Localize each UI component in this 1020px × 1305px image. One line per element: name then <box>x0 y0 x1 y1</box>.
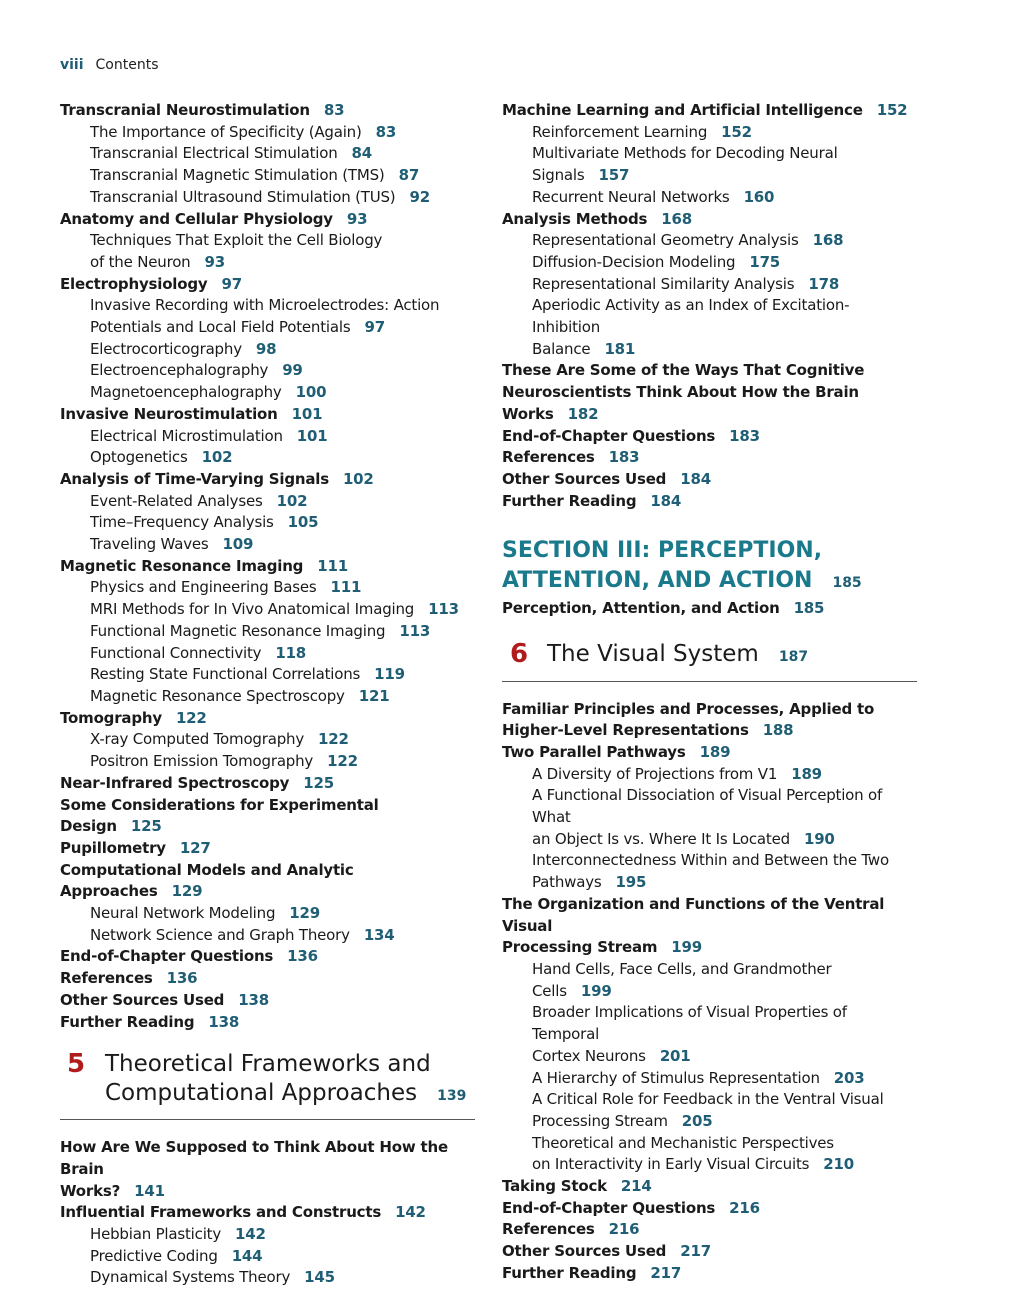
entry-page-number: 92 <box>409 187 430 206</box>
entry-title: Magnetic Resonance Imaging <box>60 556 304 575</box>
entry-title: References <box>502 1220 595 1239</box>
chapter-title-line: Computational Approaches <box>105 1079 418 1106</box>
toc-subentry[interactable] <box>60 426 475 448</box>
toc-subentry[interactable] <box>60 903 475 925</box>
entry-page-number: 113 <box>399 621 431 640</box>
entry-page-number: 181 <box>604 339 636 358</box>
entry-title: End-of-Chapter Questions <box>60 947 274 966</box>
toc-subentry[interactable] <box>502 1046 917 1068</box>
toc-subentry[interactable] <box>60 751 475 773</box>
toc-entry[interactable] <box>60 838 475 860</box>
toc-entry[interactable] <box>502 426 917 448</box>
entry-title: Anatomy and Cellular Physiology <box>60 209 333 228</box>
entry-title: Invasive Recording with Microelectrodes: Action <box>90 296 440 315</box>
entry-title: Positron Emission Tomography <box>90 752 314 771</box>
toc-entry[interactable] <box>60 795 475 838</box>
chapter-number: 5 <box>67 1049 86 1080</box>
toc-subentry[interactable] <box>60 664 475 686</box>
toc-subentry[interactable] <box>60 252 475 274</box>
toc-entry[interactable] <box>502 209 917 231</box>
entry-title: Invasive Neurostimulation <box>60 404 278 423</box>
entry-page-number: 101 <box>296 426 328 445</box>
toc-subentry[interactable] <box>60 925 475 947</box>
toc-subentry[interactable] <box>60 686 475 708</box>
toc-subentry[interactable] <box>502 959 917 981</box>
entry-title: Other Sources Used <box>502 1242 667 1261</box>
chapter-divider <box>502 681 917 682</box>
entry-title: Cortex Neurons <box>532 1046 646 1065</box>
entry-page-number: 203 <box>833 1068 865 1087</box>
entry-title: Transcranial Electrical Stimulation <box>90 144 338 163</box>
toc-subentry[interactable] <box>60 1224 475 1246</box>
entry-title: Taking Stock <box>502 1177 607 1196</box>
entry-title: Interconnectedness Within and Between the Two <box>532 851 889 870</box>
entry-title: Time–Frequency Analysis <box>90 513 274 532</box>
toc-subentry[interactable] <box>502 981 917 1003</box>
entry-page-number: 144 <box>231 1246 263 1265</box>
entry-title: Multivariate Methods for Decoding Neural <box>532 144 838 163</box>
entry-title: Near-Infrared Spectroscopy <box>60 773 290 792</box>
entry-page-number: 157 <box>598 166 630 185</box>
toc-entry[interactable] <box>60 1137 475 1180</box>
entry-page-number: 138 <box>208 1012 240 1031</box>
toc-entry[interactable] <box>502 720 917 742</box>
toc-subentry[interactable] <box>502 850 917 872</box>
entry-page-number: 188 <box>762 721 794 740</box>
entry-title: Transcranial Neurostimulation <box>60 101 310 119</box>
entry-title: Machine Learning and Artificial Intelligence <box>502 101 863 119</box>
entry-title: Electrocorticography <box>90 339 242 358</box>
entry-title: Neuroscientists Think About How the Brain <box>502 383 859 402</box>
entry-page-number: 199 <box>580 981 612 1000</box>
toc-subentry[interactable] <box>502 1089 917 1111</box>
entry-page-number: 102 <box>342 469 374 488</box>
entry-title: Electrical Microstimulation <box>90 426 283 445</box>
entry-page-number: 201 <box>659 1046 691 1065</box>
toc-list <box>60 1137 475 1289</box>
toc-subentry[interactable] <box>502 1154 917 1176</box>
toc-list <box>502 598 917 620</box>
entry-page-number: 122 <box>175 708 207 727</box>
toc-subentry[interactable] <box>502 187 917 209</box>
toc-subentry[interactable] <box>502 252 917 274</box>
entry-page-number: 214 <box>620 1177 652 1196</box>
page-header <box>60 57 159 73</box>
entry-title: Higher-Level Representations <box>502 721 749 740</box>
entry-page-number: 160 <box>743 187 775 206</box>
entry-title: Theoretical and Mechanistic Perspectives <box>532 1133 834 1152</box>
entry-title: Optogenetics <box>90 448 188 467</box>
entry-title: Physics and Engineering Bases <box>90 578 317 597</box>
toc-entry[interactable] <box>502 894 917 937</box>
toc-subentry[interactable] <box>502 829 917 851</box>
entry-page-number: 141 <box>134 1181 165 1200</box>
toc-entry[interactable] <box>60 1012 475 1034</box>
entry-title: Neural Network Modeling <box>90 904 276 923</box>
entry-page-number: 134 <box>363 925 395 944</box>
toc-entry[interactable] <box>60 946 475 968</box>
toc-subentry[interactable] <box>502 872 917 894</box>
toc-subentry[interactable] <box>60 165 475 187</box>
toc-subentry[interactable] <box>502 764 917 786</box>
toc-subentry[interactable] <box>502 785 917 828</box>
entry-title: Further Reading <box>502 491 637 510</box>
toc-entry[interactable] <box>60 1202 475 1224</box>
entry-title: Works? <box>60 1181 121 1200</box>
entry-title: Hebbian Plasticity <box>90 1225 222 1244</box>
toc-list <box>502 699 917 1285</box>
toc-subentry[interactable] <box>502 274 917 296</box>
entry-title: The Organization and Functions of the Ventral Visual <box>502 894 885 935</box>
chapter-page-number: 187 <box>778 649 809 666</box>
toc-subentry[interactable] <box>60 491 475 513</box>
toc-subentry[interactable] <box>60 447 475 469</box>
entry-title: References <box>60 969 153 988</box>
entry-title: Analysis Methods <box>502 209 648 228</box>
entry-title: of the Neuron <box>90 252 191 271</box>
chapter-title-line: Theoretical Frameworks and <box>105 1051 431 1078</box>
entry-title: Event-Related Analyses <box>90 491 263 510</box>
entry-title: Hand Cells, Face Cells, and Grandmother <box>532 960 832 978</box>
entry-title: Pathways <box>532 873 602 892</box>
toc-entry[interactable] <box>502 742 917 764</box>
toc-subentry[interactable] <box>502 295 917 338</box>
entry-title: Some Considerations for Experimental Design <box>60 795 379 836</box>
toc-subentry[interactable] <box>60 339 475 361</box>
entry-title: Works <box>502 404 554 423</box>
entry-title: Pupillometry <box>60 838 166 857</box>
entry-title: Other Sources Used <box>502 469 667 488</box>
toc-entry[interactable] <box>60 968 475 990</box>
toc-entry[interactable] <box>502 598 917 620</box>
entry-title: A Critical Role for Feedback in the Ventral Visual <box>532 1090 884 1109</box>
page-number: viii <box>60 57 84 73</box>
toc-subentry[interactable] <box>502 1068 917 1090</box>
toc-entry[interactable] <box>60 100 475 122</box>
entry-page-number: 109 <box>222 535 254 554</box>
entry-title: Recurrent Neural Networks <box>532 187 730 206</box>
entry-page-number: 217 <box>650 1263 682 1282</box>
entry-title: Magnetoencephalography <box>90 383 282 402</box>
entry-page-number: 216 <box>729 1198 760 1217</box>
entry-page-number: 190 <box>803 829 835 848</box>
entry-page-number: 136 <box>287 947 318 966</box>
toc-subentry[interactable] <box>502 143 917 165</box>
toc-entry[interactable] <box>60 274 475 296</box>
toc-entry[interactable] <box>502 382 917 404</box>
entry-title: A Functional Dissociation of Visual Perception of What <box>532 786 883 827</box>
toc-subentry[interactable] <box>60 187 475 209</box>
entry-page-number: 199 <box>671 938 703 957</box>
entry-page-number: 184 <box>650 491 682 510</box>
entry-page-number: 99 <box>282 361 303 380</box>
entry-title: Transcranial Ultrasound Stimulation (TUS) <box>90 187 396 206</box>
toc-subentry[interactable] <box>60 534 475 556</box>
entry-page-number: 189 <box>699 742 731 761</box>
running-title: Contents <box>95 57 159 73</box>
entry-title: Further Reading <box>502 1263 637 1282</box>
entry-title: These Are Some of the Ways That Cognitive <box>502 361 865 380</box>
entry-title: an Object Is vs. Where It Is Located <box>532 829 790 848</box>
entry-page-number: 183 <box>608 448 640 467</box>
entry-page-number: 185 <box>793 599 825 618</box>
entry-title: Broader Implications of Visual Properties of Temporal <box>532 1003 847 1044</box>
entry-page-number: 175 <box>749 252 781 271</box>
toc-subentry[interactable] <box>60 143 475 165</box>
toc-subentry[interactable] <box>60 1246 475 1268</box>
toc-entry[interactable] <box>60 556 475 578</box>
entry-title: Cells <box>532 981 567 1000</box>
entry-page-number: 138 <box>238 990 269 1009</box>
toc-entry[interactable] <box>502 404 917 426</box>
entry-title: Processing Stream <box>502 938 658 957</box>
entry-page-number: 83 <box>323 101 345 119</box>
entry-title: Dynamical Systems Theory <box>90 1268 291 1287</box>
entry-title: Perception, Attention, and Action <box>502 599 780 618</box>
entry-page-number: 152 <box>721 122 752 141</box>
entry-page-number: 83 <box>375 122 397 141</box>
entry-page-number: 105 <box>287 513 319 532</box>
entry-title: X-ray Computed Tomography <box>90 730 305 749</box>
chapter-title-line: The Visual System <box>547 641 759 668</box>
entry-title: How Are We Supposed to Think About How the Brain <box>60 1138 448 1178</box>
entry-page-number: 98 <box>255 339 277 358</box>
entry-page-number: 111 <box>330 578 362 597</box>
entry-page-number: 125 <box>303 773 334 792</box>
entry-title: Electrophysiology <box>60 274 208 293</box>
entry-page-number: 113 <box>428 600 459 619</box>
entry-page-number: 210 <box>823 1155 854 1174</box>
entry-page-number: 145 <box>304 1268 335 1287</box>
entry-title: Processing Stream <box>532 1111 668 1130</box>
entry-title: MRI Methods for In Vivo Anatomical Imaging <box>90 600 415 619</box>
toc-subentry[interactable] <box>60 360 475 382</box>
entry-page-number: 178 <box>808 274 840 293</box>
entry-title: Analysis of Time-Varying Signals <box>60 469 329 488</box>
toc-entry[interactable] <box>502 469 917 491</box>
toc-entry[interactable] <box>502 1241 917 1263</box>
entry-title: Other Sources Used <box>60 990 225 1009</box>
entry-page-number: 111 <box>317 556 348 575</box>
entry-page-number: 182 <box>567 404 599 423</box>
entry-page-number: 122 <box>327 752 358 771</box>
chapter-heading[interactable] <box>60 1050 475 1110</box>
entry-title: A Diversity of Projections from V1 <box>532 764 778 783</box>
chapter-divider <box>60 1119 475 1120</box>
entry-title: Electroencephalography <box>90 361 269 380</box>
entry-page-number: 125 <box>130 817 162 836</box>
entry-title: Magnetic Resonance Spectroscopy <box>90 686 345 705</box>
entry-page-number: 93 <box>346 209 368 228</box>
toc-entry[interactable] <box>502 937 917 959</box>
toc-entry[interactable] <box>502 1176 917 1198</box>
entry-title: Representational Geometry Analysis <box>532 231 799 250</box>
entry-title: Functional Connectivity <box>90 643 262 662</box>
toc-entry[interactable] <box>60 860 475 903</box>
entry-title: Influential Frameworks and Constructs <box>60 1203 382 1222</box>
entry-page-number: 205 <box>681 1111 713 1130</box>
toc-entry[interactable] <box>502 447 917 469</box>
entry-title: Transcranial Magnetic Stimulation (TMS) <box>90 166 385 185</box>
entry-title: The Importance of Specificity (Again) <box>90 122 362 141</box>
entry-page-number: 127 <box>179 838 211 857</box>
entry-page-number: 101 <box>291 404 323 423</box>
toc-subentry[interactable] <box>502 122 917 144</box>
entry-page-number: 100 <box>295 383 327 402</box>
entry-page-number: 142 <box>235 1225 266 1244</box>
toc-right-column <box>502 100 917 1285</box>
entry-title: Signals <box>532 166 585 185</box>
entry-title: Techniques That Exploit the Cell Biology <box>90 231 383 250</box>
entry-title: Functional Magnetic Resonance Imaging <box>90 621 386 640</box>
toc-subentry[interactable] <box>60 295 475 317</box>
entry-title: Tomography <box>60 708 162 727</box>
entry-title: Network Science and Graph Theory <box>90 925 350 944</box>
entry-title: Potentials and Local Field Potentials <box>90 318 351 337</box>
section-heading[interactable] <box>502 536 917 598</box>
entry-title: Familiar Principles and Processes, Applied to <box>502 699 875 718</box>
toc-entry[interactable] <box>60 708 475 730</box>
toc-subentry[interactable] <box>60 643 475 665</box>
entry-page-number: 217 <box>680 1242 711 1261</box>
entry-title: Reinforcement Learning <box>532 122 708 141</box>
toc-list <box>502 100 917 512</box>
entry-page-number: 142 <box>395 1203 426 1222</box>
toc-list <box>60 100 475 1033</box>
chapter-page-number: 139 <box>437 1087 467 1104</box>
toc-subentry[interactable] <box>60 577 475 599</box>
entry-page-number: 118 <box>275 643 307 662</box>
entry-page-number: 121 <box>358 686 390 705</box>
entry-page-number: 129 <box>289 904 320 923</box>
entry-page-number: 122 <box>318 730 349 749</box>
entry-page-number: 102 <box>201 448 233 467</box>
entry-title: Two Parallel Pathways <box>502 742 686 761</box>
entry-title: Predictive Coding <box>90 1246 218 1265</box>
toc-left-column <box>60 100 475 1289</box>
entry-title: Representational Similarity Analysis <box>532 274 795 293</box>
entry-page-number: 129 <box>171 882 203 901</box>
entry-title: End-of-Chapter Questions <box>502 1198 716 1217</box>
entry-title: Computational Models and Analytic Approaches <box>60 860 354 901</box>
section-title-line: ATTENTION, AND ACTION <box>502 568 813 594</box>
entry-title: A Hierarchy of Stimulus Representation <box>532 1068 820 1087</box>
entry-page-number: 168 <box>812 231 844 250</box>
toc-subentry[interactable] <box>502 1002 917 1045</box>
entry-title: End-of-Chapter Questions <box>502 426 716 445</box>
toc-entry[interactable] <box>60 404 475 426</box>
section-title-line: SECTION III: PERCEPTION, <box>502 538 823 564</box>
entry-page-number: 97 <box>221 274 242 293</box>
entry-title: Diffusion-Decision Modeling <box>532 252 736 271</box>
entry-title: References <box>502 448 595 467</box>
toc-subentry[interactable] <box>502 230 917 252</box>
entry-page-number: 97 <box>364 318 385 337</box>
entry-page-number: 119 <box>374 665 405 684</box>
entry-page-number: 93 <box>204 252 225 271</box>
toc-subentry[interactable] <box>502 339 917 361</box>
entry-page-number: 136 <box>166 969 198 988</box>
toc-subentry[interactable] <box>60 1267 475 1289</box>
toc-subentry[interactable] <box>60 512 475 534</box>
toc-entry[interactable] <box>502 1198 917 1220</box>
toc-subentry[interactable] <box>60 621 475 643</box>
toc-entry[interactable] <box>502 699 917 721</box>
entry-page-number: 195 <box>615 873 647 892</box>
entry-title: Balance <box>532 339 591 358</box>
toc-entry[interactable] <box>502 491 917 513</box>
entry-title: Traveling Waves <box>90 535 209 554</box>
toc-entry[interactable] <box>502 100 917 122</box>
entry-title: Resting State Functional Correlations <box>90 665 361 684</box>
chapter-number: 6 <box>510 639 529 670</box>
toc-subentry[interactable] <box>502 165 917 187</box>
toc-subentry[interactable] <box>502 1133 917 1155</box>
toc-entry[interactable] <box>60 469 475 491</box>
chapter-title <box>547 640 917 672</box>
toc-entry[interactable] <box>60 990 475 1012</box>
entry-page-number: 216 <box>608 1220 640 1239</box>
toc-entry[interactable] <box>502 1219 917 1241</box>
toc-subentry[interactable] <box>60 317 475 339</box>
toc-entry[interactable] <box>502 1263 917 1285</box>
toc-entry[interactable] <box>60 1181 475 1203</box>
entry-page-number: 183 <box>729 426 760 445</box>
entry-title: Further Reading <box>60 1012 195 1031</box>
section-page-number: 185 <box>832 575 862 592</box>
toc-subentry[interactable] <box>60 599 475 621</box>
toc-subentry[interactable] <box>60 122 475 144</box>
toc-entry[interactable] <box>60 773 475 795</box>
entry-page-number: 184 <box>680 469 711 488</box>
entry-page-number: 189 <box>791 764 822 783</box>
toc-subentry[interactable] <box>60 382 475 404</box>
toc-entry[interactable] <box>502 360 917 382</box>
entry-title: on Interactivity in Early Visual Circuits <box>532 1155 810 1174</box>
entry-page-number: 87 <box>398 166 420 185</box>
chapter-heading[interactable] <box>502 640 917 672</box>
toc-subentry[interactable] <box>502 1111 917 1133</box>
chapter-title <box>105 1050 475 1110</box>
entry-page-number: 152 <box>876 101 908 119</box>
entry-page-number: 84 <box>351 144 373 163</box>
entry-title: Aperiodic Activity as an Index of Excitation-Inhibition <box>532 296 850 337</box>
toc-subentry[interactable] <box>60 729 475 751</box>
toc-subentry[interactable] <box>60 230 475 252</box>
entry-page-number: 168 <box>661 209 692 228</box>
entry-page-number: 102 <box>276 491 308 510</box>
toc-entry[interactable] <box>60 209 475 231</box>
